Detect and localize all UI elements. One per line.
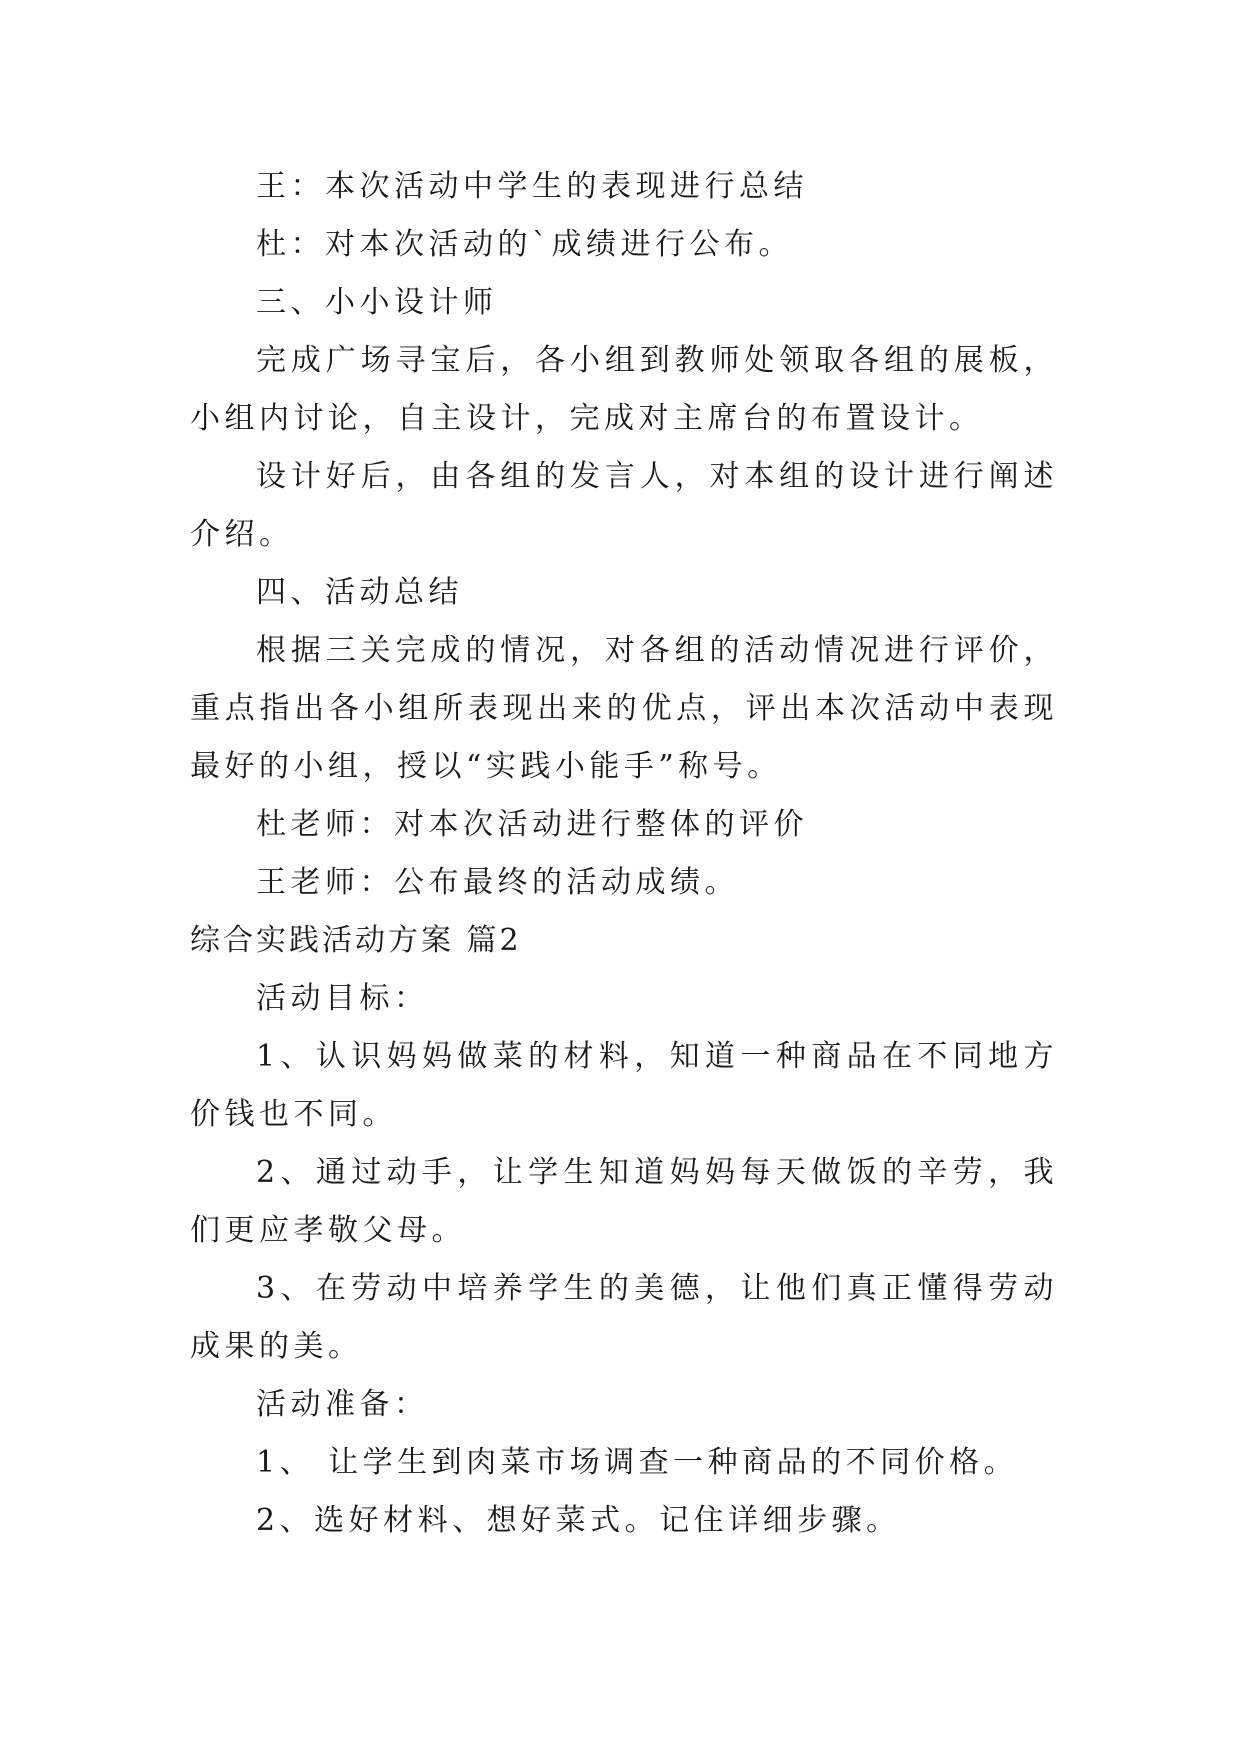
list-item: 1、 让学生到肉菜市场调查一种商品的不同价格。 <box>256 1445 1019 1480</box>
document-body <box>190 158 1058 1550</box>
section-heading: 三、小小设计师 <box>256 285 498 320</box>
list-item: 1、认识妈妈做菜的材料，知道一种商品在不同地方价钱也不同。 <box>190 1039 1058 1132</box>
list-item: 2、选好材料、想好菜式。记住详细步骤。 <box>256 1503 901 1538</box>
section-heading: 活动目标： <box>256 981 429 1016</box>
section-heading: 四、活动总结 <box>256 575 463 610</box>
paragraph: 杜老师：对本次活动进行整体的评价 <box>256 807 808 842</box>
list-item: 3、在劳动中培养学生的美德，让他们真正懂得劳动成果的美。 <box>190 1271 1058 1364</box>
paragraph: 王老师：公布最终的活动成绩。 <box>256 865 739 900</box>
section-heading: 活动准备： <box>256 1387 429 1422</box>
paragraph: 完成广场寻宝后，各小组到教师处领取各组的展板，小组内讨论，自主设计，完成对主席台的布置设计。 <box>190 343 1058 436</box>
document-title: 综合实践活动方案 篇2 <box>190 923 522 958</box>
paragraph: 王：本次活动中学生的表现进行总结 <box>256 169 808 204</box>
paragraph: 设计好后，由各组的发言人，对本组的设计进行阐述介绍。 <box>190 459 1058 552</box>
paragraph: 根据三关完成的情况，对各组的活动情况进行评价，重点指出各小组所表现出来的优点，评出本次活动中表现最好的小组，授以“实践小能手”称号。 <box>190 633 1058 784</box>
paragraph: 杜：对本次活动的`成绩进行公布。 <box>256 227 793 262</box>
list-item: 2、通过动手，让学生知道妈妈每天做饭的辛劳，我们更应孝敬父母。 <box>190 1155 1058 1248</box>
